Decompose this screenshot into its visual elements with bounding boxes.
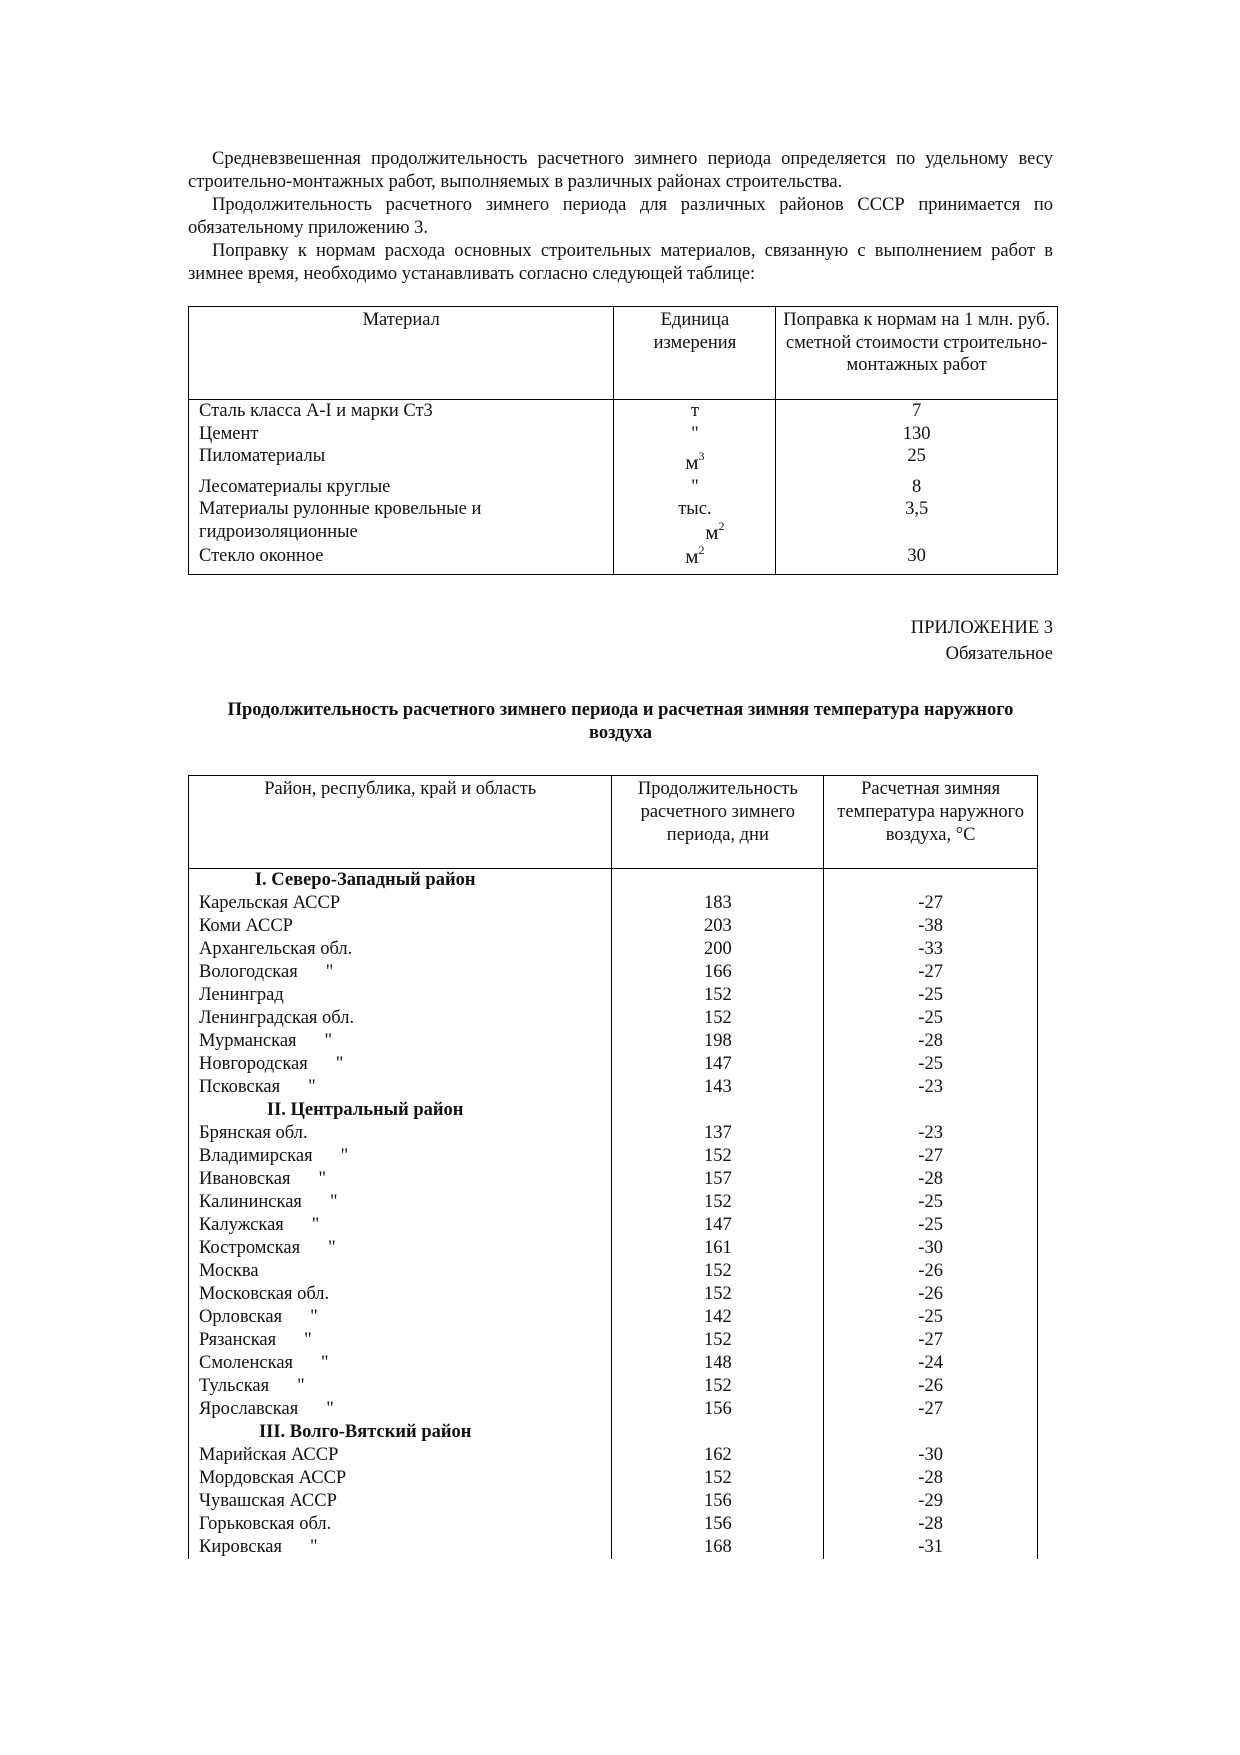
- unit-exponent: 2: [718, 518, 725, 533]
- region-cell: [189, 1122, 612, 1145]
- table-row: [189, 938, 1038, 961]
- material-cell: Лесоматериалы круглые: [189, 476, 614, 499]
- region-name: Рязанская: [199, 1329, 277, 1350]
- region-cell: [189, 984, 612, 1007]
- temperature-cell: -25: [824, 984, 1038, 1007]
- paragraph-2: Продолжительность расчетного зимнего периода для различных районов СССР принимается по обязательному приложению 3.: [188, 195, 1053, 238]
- days-cell: 200: [612, 938, 824, 961]
- table-row: [189, 423, 1058, 446]
- region-cell: [189, 1191, 612, 1214]
- days-cell: 152: [612, 1007, 824, 1030]
- table-row: [189, 445, 1058, 476]
- days-cell: 152: [612, 1191, 824, 1214]
- temperature-cell: -27: [824, 892, 1038, 915]
- paragraph-1: Средневзвешенная продолжительность расчетного зимнего периода определяется по удельному весу строительно-монтажных работ, выполняемых в различных районах строительства.: [188, 149, 1053, 192]
- ditto-mark: ": [318, 1168, 327, 1189]
- table-row: [189, 545, 1058, 574]
- region-cell: [189, 915, 612, 938]
- material-cell: Материалы рулонные кровельные и гидроизоляционные: [189, 498, 614, 545]
- table-row: [189, 1352, 1038, 1375]
- ditto-mark: ": [325, 961, 334, 982]
- table-row: [189, 498, 1058, 545]
- region-cell: [189, 1007, 612, 1030]
- region-cell: [189, 961, 612, 984]
- region-name: Горьковская обл.: [199, 1513, 332, 1534]
- days-cell: 152: [612, 1145, 824, 1168]
- ditto-mark: ": [329, 1191, 338, 1212]
- region-name: Москва: [199, 1260, 259, 1281]
- days-cell: 152: [612, 1260, 824, 1283]
- temperature-cell: -25: [824, 1306, 1038, 1329]
- days-cell: 156: [612, 1513, 824, 1536]
- winter-table-body: [189, 868, 1038, 1559]
- days-cell: 152: [612, 984, 824, 1007]
- table-row: [189, 1260, 1038, 1283]
- region-cell: [189, 1076, 612, 1099]
- ditto-mark: ": [311, 1214, 320, 1235]
- appendix-heading: [188, 615, 1053, 667]
- ditto-mark: ": [310, 1306, 318, 1327]
- table-row: [189, 1375, 1038, 1398]
- unit-text: м: [685, 544, 699, 568]
- region-name: Мордовская АССР: [199, 1467, 347, 1488]
- temperature-cell: -33: [824, 938, 1038, 961]
- region-name: Московская обл.: [199, 1283, 330, 1304]
- region-cell: [189, 1260, 612, 1283]
- region-name: Архангельская обл.: [199, 938, 353, 959]
- ditto-mark: ": [324, 1030, 333, 1051]
- days-cell: 166: [612, 961, 824, 984]
- section-title: III. Волго-Вятский район: [189, 1421, 612, 1444]
- temperature-cell: -28: [824, 1467, 1038, 1490]
- region-name: Псковская: [199, 1076, 281, 1097]
- region-cell: [189, 1283, 612, 1306]
- value-cell: 30: [776, 545, 1058, 574]
- days-cell: 148: [612, 1352, 824, 1375]
- days-cell: 152: [612, 1283, 824, 1306]
- table-row: [189, 1536, 1038, 1559]
- region-name: Калининская: [199, 1191, 302, 1212]
- region-name: Карельская АССР: [199, 892, 341, 913]
- region-cell: [189, 892, 612, 915]
- section-title: I. Северо-Западный район: [189, 868, 612, 892]
- temperature-cell: -27: [824, 1398, 1038, 1421]
- material-cell: Пиломатериалы: [189, 445, 614, 476]
- days-cell: 152: [612, 1329, 824, 1352]
- days-cell: 161: [612, 1237, 824, 1260]
- region-name: Ярославская: [199, 1398, 299, 1419]
- section-row: [189, 1099, 1038, 1122]
- header-correction: Поправка к нормам на 1 млн. руб. сметной стоимости строительно-монтажных работ: [776, 307, 1058, 400]
- region-name: Брянская обл.: [199, 1122, 308, 1143]
- table-row: [189, 1283, 1038, 1306]
- temperature-cell: -25: [824, 1007, 1038, 1030]
- table-row: [189, 915, 1038, 938]
- header-region: Район, республика, край и область: [189, 775, 612, 868]
- region-name: Костромская: [199, 1237, 301, 1258]
- materials-table: [188, 306, 1058, 575]
- material-cell: Цемент: [189, 423, 614, 446]
- temperature-cell: -30: [824, 1237, 1038, 1260]
- region-cell: [189, 1536, 612, 1559]
- material-cell: Стекло оконное: [189, 545, 614, 574]
- header-duration: Продолжительность расчетного зимнего периода, дни: [612, 775, 824, 868]
- temperature-cell: -24: [824, 1352, 1038, 1375]
- table-row: [189, 984, 1038, 1007]
- ditto-mark: ": [321, 1352, 329, 1373]
- region-name: Коми АССР: [199, 915, 293, 936]
- unit-cell: т: [614, 400, 776, 423]
- region-cell: [189, 1053, 612, 1076]
- ditto-mark: ": [340, 1145, 349, 1166]
- region-cell: [189, 1214, 612, 1237]
- ditto-mark: ": [335, 1053, 344, 1074]
- section-row: [189, 1421, 1038, 1444]
- region-name: Калужская: [199, 1214, 284, 1235]
- temperature-cell: -28: [824, 1513, 1038, 1536]
- table-row: [189, 1076, 1038, 1099]
- region-name: Новгородская: [199, 1053, 308, 1074]
- days-cell: 183: [612, 892, 824, 915]
- header-unit: Единица измерения: [614, 307, 776, 400]
- days-cell: 198: [612, 1030, 824, 1053]
- ditto-mark: ": [297, 1375, 305, 1396]
- table-row: [189, 1214, 1038, 1237]
- table-row: [189, 1237, 1038, 1260]
- region-cell: [189, 1375, 612, 1398]
- section-days-empty: [612, 868, 824, 892]
- unit-cell: ": [614, 476, 776, 499]
- ditto-mark: ": [308, 1076, 316, 1097]
- ditto-mark: ": [326, 1398, 334, 1419]
- unit-cell: [614, 498, 776, 545]
- region-name: Тульская: [199, 1375, 270, 1396]
- unit-text: тыс.: [678, 499, 712, 519]
- region-cell: [189, 1237, 612, 1260]
- days-cell: 152: [612, 1375, 824, 1398]
- temperature-cell: -27: [824, 1329, 1038, 1352]
- appendix-label: ПРИЛОЖЕНИЕ 3: [910, 617, 1053, 638]
- region-name: Ленинград: [199, 984, 284, 1005]
- table-row: [189, 1030, 1038, 1053]
- temperature-cell: -25: [824, 1191, 1038, 1214]
- table-row: [189, 1444, 1038, 1467]
- days-cell: 147: [612, 1053, 824, 1076]
- temperature-cell: -23: [824, 1076, 1038, 1099]
- unit-cell: [614, 545, 776, 574]
- section-title: II. Центральный район: [189, 1099, 612, 1122]
- winter-period-table: [188, 775, 1038, 1559]
- table-row: [189, 400, 1058, 423]
- value-cell: 25: [776, 445, 1058, 476]
- temperature-cell: -31: [824, 1536, 1038, 1559]
- table-row: [189, 1306, 1038, 1329]
- days-cell: 147: [612, 1214, 824, 1237]
- temperature-cell: -30: [824, 1444, 1038, 1467]
- ditto-mark: ": [328, 1237, 336, 1258]
- unit-text: м: [685, 450, 699, 474]
- days-cell: 168: [612, 1536, 824, 1559]
- section-row: [189, 868, 1038, 892]
- unit-cell: [614, 445, 776, 476]
- region-name: Марийская АССР: [199, 1444, 339, 1465]
- table-row: [189, 1168, 1038, 1191]
- winter-table-header: [189, 775, 1038, 868]
- temperature-cell: -25: [824, 1053, 1038, 1076]
- region-cell: [189, 1352, 612, 1375]
- region-cell: [189, 1490, 612, 1513]
- paragraph-3: Поправку к нормам расхода основных строительных материалов, связанную с выполнением работ в зимнее время, необходимо устанавливать согласно следующей таблице:: [188, 241, 1053, 284]
- table-row: [189, 1191, 1038, 1214]
- unit-cell: ": [614, 423, 776, 446]
- temperature-cell: -27: [824, 1145, 1038, 1168]
- days-cell: 142: [612, 1306, 824, 1329]
- table-row: [189, 1122, 1038, 1145]
- table-row: [189, 961, 1038, 984]
- region-name: Владимирская: [199, 1145, 313, 1166]
- region-name: Орловская: [199, 1306, 283, 1327]
- table-row: [189, 1053, 1038, 1076]
- temperature-cell: -25: [824, 1214, 1038, 1237]
- region-cell: [189, 938, 612, 961]
- temperature-cell: -28: [824, 1168, 1038, 1191]
- region-name: Мурманская: [199, 1030, 297, 1051]
- temperature-cell: -38: [824, 915, 1038, 938]
- table-row: [189, 476, 1058, 499]
- material-cell: Сталь класса А-I и марки Ст3: [189, 400, 614, 423]
- region-cell: [189, 1329, 612, 1352]
- ditto-mark: ": [310, 1536, 318, 1557]
- table-row: [189, 1513, 1038, 1536]
- days-cell: 156: [612, 1398, 824, 1421]
- ditto-mark: ": [304, 1329, 312, 1350]
- section-temp-empty: [824, 1099, 1038, 1122]
- region-name: Вологодская: [199, 961, 298, 982]
- temperature-cell: -26: [824, 1260, 1038, 1283]
- region-cell: [189, 1030, 612, 1053]
- appendix-status: Обязательное: [945, 643, 1053, 664]
- temperature-cell: -26: [824, 1283, 1038, 1306]
- section-days-empty: [612, 1099, 824, 1122]
- days-cell: 203: [612, 915, 824, 938]
- region-cell: [189, 1444, 612, 1467]
- days-cell: 156: [612, 1490, 824, 1513]
- section-temp-empty: [824, 1421, 1038, 1444]
- section-temp-empty: [824, 868, 1038, 892]
- table-row: [189, 1398, 1038, 1421]
- region-cell: [189, 1306, 612, 1329]
- days-cell: 143: [612, 1076, 824, 1099]
- region-name: Ивановская: [199, 1168, 291, 1189]
- table-row: [189, 1490, 1038, 1513]
- region-cell: [189, 1513, 612, 1536]
- unit-exponent: 3: [698, 449, 705, 463]
- days-cell: 162: [612, 1444, 824, 1467]
- document-page: [188, 148, 1053, 1559]
- region-cell: [189, 1145, 612, 1168]
- temperature-cell: -29: [824, 1490, 1038, 1513]
- value-cell: 7: [776, 400, 1058, 423]
- days-cell: 152: [612, 1467, 824, 1490]
- table-row: [189, 1329, 1038, 1352]
- value-cell: 130: [776, 423, 1058, 446]
- unit-exponent: 2: [698, 543, 705, 557]
- region-name: Кировская: [199, 1536, 283, 1557]
- region-cell: [189, 1168, 612, 1191]
- region-name: Смоленская: [199, 1352, 294, 1373]
- region-cell: [189, 1398, 612, 1421]
- header-temperature: Расчетная зимняя температура наружного воздуха, °С: [824, 775, 1038, 868]
- region-name: Чувашская АССР: [199, 1490, 337, 1511]
- region-name: Ленинградская обл.: [199, 1007, 355, 1028]
- region-cell: [189, 1467, 612, 1490]
- days-cell: 157: [612, 1168, 824, 1191]
- temperature-cell: -26: [824, 1375, 1038, 1398]
- appendix-title: Продолжительность расчетного зимнего периода и расчетная зимняя температура наружного воздуха: [227, 699, 1014, 743]
- table-row: [189, 1467, 1038, 1490]
- materials-table-header: [189, 307, 1058, 400]
- section-days-empty: [612, 1421, 824, 1444]
- table-row: [189, 1145, 1038, 1168]
- table-row: [189, 1007, 1038, 1030]
- temperature-cell: -23: [824, 1122, 1038, 1145]
- temperature-cell: -27: [824, 961, 1038, 984]
- value-cell: 8: [776, 476, 1058, 499]
- days-cell: 137: [612, 1122, 824, 1145]
- table-row: [189, 892, 1038, 915]
- value-cell: 3,5: [776, 498, 1058, 545]
- header-material: Материал: [189, 307, 614, 400]
- unit-text-2: м: [705, 519, 719, 544]
- temperature-cell: -28: [824, 1030, 1038, 1053]
